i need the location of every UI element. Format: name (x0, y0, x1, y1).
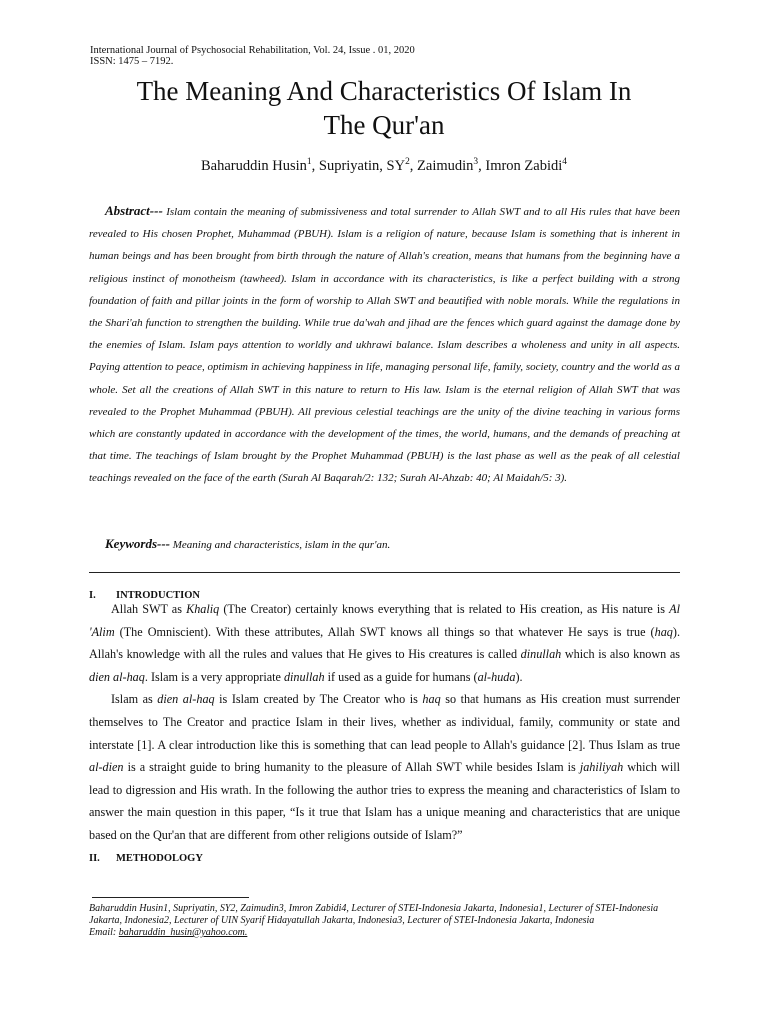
journal-citation: International Journal of Psychosocial Rehabilitation, Vol. 24, Issue . 01, 2020 (90, 45, 415, 56)
italic-term: dinullah (520, 647, 562, 662)
italic-term: haq (654, 624, 673, 639)
italic-term: jahiliyah (579, 760, 624, 775)
abstract (89, 200, 680, 490)
author-name: , Supriyatin, SY (311, 158, 406, 174)
author-affiliation-mark: 3 (473, 157, 479, 168)
italic-term: al-huda (477, 669, 516, 684)
text-run: (The Creator) certainly knows everything that is related to His creation, as His nature is (219, 602, 670, 616)
italic-term: al-dien (89, 760, 124, 775)
author-affiliation-mark: 2 (405, 157, 410, 168)
footnote (89, 903, 680, 939)
author-name: , Zaimudin (409, 158, 474, 174)
section-heading-methodology (89, 853, 203, 864)
italic-term: haq (422, 692, 441, 707)
section-divider (89, 572, 680, 573)
section-number: I. (89, 590, 96, 601)
email-link[interactable]: baharuddin_husin@yahoo.com. (118, 927, 248, 938)
text-run: ). (515, 669, 523, 684)
footnote-divider (92, 897, 249, 898)
section-title: INTRODUCTION (116, 590, 201, 601)
abstract-text: Islam contain the meaning of submissiveness and total surrender to Allah SWT and to all His rules that have been revealed to His chosen Prophet, Muhammad (PBUH). Islam is a religion of nature, because Islam is something that is inherent in human beings and has been brought from birth through the nature of Allah's creation, means that humans from the beginning have a religious instinct of monotheism (tawheed). Islam in accordance with its characteristics, is like a perfect building with a strong foundation of faith and pillar joints in the form of worship to Allah SWT and beautified with noble morals. While the regulations in the Shari'ah function to strengthen the building. While true da'wah and jihad are the fences which guard against the damage done by the enemies of Islam. Islam pays attention to worldly and ukhrawi balance. Islam describes a wholeness and unity in all aspects. Paying attention to peace, optimism in achieving happiness in life, managing personal life, family, society, country and the world as a whole. Set all the creations of Allah SWT in this nature to return to His law. Islam is the eternal religion of Allah SWT that was revealed to the Prophet Muhammad (PBUH). All previous celestial teachings are the unity of the divine teaching in various forms which are constantly updated in accordance with the development of the times, the world, humans, and the demands of preaching at that time. The teachings of Islam brought by the Prophet Muhammad (PBUH) is the last phase as well as the peak of all celestial teachings revealed on the face of the earth (Surah Al Baqarah/2: 132; Surah Al-Ahzab: 40; Al Maidah/5: 3). (89, 206, 680, 485)
text-run: Islam as (111, 692, 158, 707)
section-title: METHODOLOGY (116, 853, 203, 864)
keywords (89, 534, 680, 555)
text-run: which is also known as (561, 647, 680, 662)
paper-title (60, 74, 708, 142)
title-line-2: The Qur'an (323, 110, 445, 140)
text-run: if used as a guide for humans ( (324, 669, 478, 684)
paragraph (89, 688, 680, 846)
footnote-affiliations: Baharuddin Husin1, Supriyatin, SY2, Zaimudin3, Imron Zabidi4, Lecturer of STEI-Indonesia Jakarta, Indonesia1, Lecturer of STEI-Indonesia Jakarta, Indonesia2, Lecturer of UIN Syarif Hidayatullah Jakarta, Indonesia3, Lecturer of STEI-Indonesia Jakarta, Indonesia (89, 903, 659, 926)
text-run: which will lead to digression and His wrath. In the following the author tries to express the meaning and characteristics of Islam to answer the main question in this paper, “Is it true that Islam has a unique meaning and characteristics that are unique based on the Qur'an that are different from other religions outside of Islam?” (89, 760, 680, 842)
italic-term: dien al-haq (157, 692, 215, 707)
author-list (60, 158, 708, 175)
italic-term: dien al-haq (89, 669, 145, 684)
italic-term: Khaliq (186, 602, 220, 616)
text-run: Allah SWT as (111, 602, 187, 616)
author-affiliation-mark: 1 (306, 157, 312, 168)
author-affiliation-mark: 4 (562, 157, 567, 168)
author-name: Baharuddin Husin (201, 158, 307, 174)
email-label: Email: (89, 927, 119, 938)
text-run: (The Omniscient). With these attributes, Allah SWT knows all things so that whatever He says is true ( (114, 624, 655, 639)
abstract-label: Abstract--- (105, 203, 163, 218)
text-run: ). Allah's knowledge with all the rules and values that He gives to His creatures is called (89, 624, 680, 662)
keywords-label: Keywords--- (105, 536, 170, 551)
author-name: , Imron Zabidi (478, 158, 563, 174)
text-run: is a straight guide to bring humanity to the pleasure of Allah SWT while besides Islam is (123, 760, 580, 775)
journal-issn: ISSN: 1475 – 7192. (90, 56, 174, 67)
keywords-text: Meaning and characteristics, islam in the qur'an. (170, 539, 391, 551)
text-run: so that humans as His creation must surrender themselves to The Creator and practice Islam in their lives, whether as individual, family, community or state and interstate [1]. A clear introduction like this is something that can lead people to Allah's guidance [2]. Thus Islam as true (89, 692, 680, 752)
paragraph (89, 598, 680, 688)
italic-term: dinullah (283, 669, 325, 684)
journal-header (90, 45, 415, 67)
text-run: . Islam is a very appropriate (144, 669, 284, 684)
italic-term: Al 'Alim (89, 602, 680, 639)
introduction-body (89, 598, 680, 847)
text-run: is Islam created by The Creator who is (214, 692, 423, 707)
title-line-1: The Meaning And Characteristics Of Islam In (136, 76, 632, 106)
section-number: II. (89, 853, 100, 864)
